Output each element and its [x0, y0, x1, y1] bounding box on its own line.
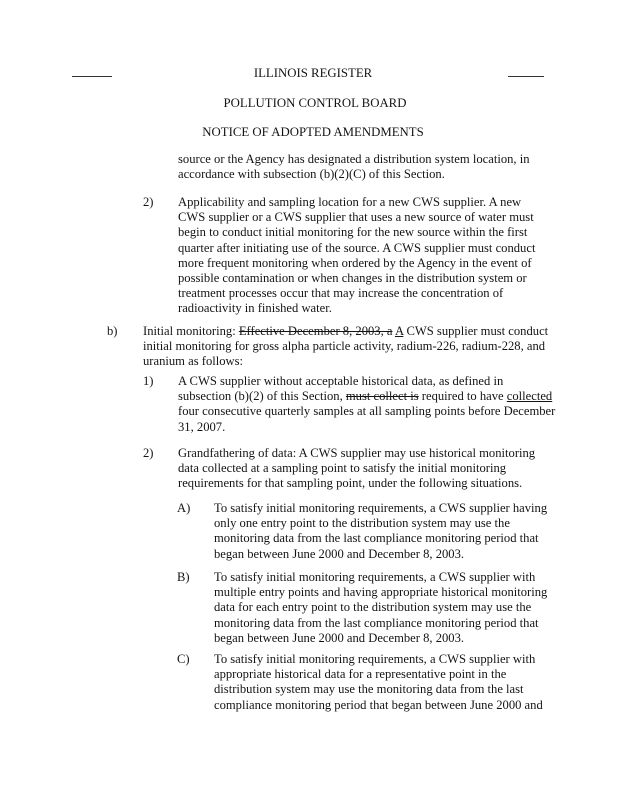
paragraph-line: possible contamination or when changes in the distribution system or [178, 271, 527, 286]
paragraph-line: data collected at a sampling point to satisfy the initial monitoring [178, 461, 507, 476]
paragraph-line: To satisfy initial monitoring requirements, a CWS supplier having [214, 501, 548, 515]
board-title: POLLUTION CONTROL BOARD [223, 96, 407, 110]
initial-monitoring-heading: Initial monitoring: [143, 324, 239, 338]
continuation-paragraph [178, 152, 530, 182]
paragraph-line: begin to conduct initial monitoring for the new source within the first [178, 225, 528, 240]
paragraph-line: monitoring data from the last compliance monitoring period that [214, 615, 539, 630]
item-b-paragraph [143, 324, 548, 370]
item-a2-paragraph [178, 195, 535, 317]
paragraph-line: more frequent monitoring when ordered by the Agency in the event of [178, 255, 532, 270]
paragraph-line: initial monitoring for gross alpha particle activity, radium-226, radium-228, and [143, 339, 546, 354]
paragraph-line: radioactivity in finished water. [178, 301, 332, 316]
item-b1-paragraph [178, 374, 555, 435]
paragraph-line: distribution system may use the monitoring data from the last [214, 682, 524, 697]
paragraph-line: accordance with subsection (b)(2)(C) of this Section. [178, 167, 445, 182]
paragraph-line: began between June 2000 and December 8, 2003. [214, 546, 465, 561]
paragraph-line: quarter after initiating use of the source. A CWS supplier must conduct [178, 240, 536, 255]
paragraph-line: requirements for that sampling point, under the following situations. [178, 476, 523, 491]
item-b2c-paragraph [214, 652, 543, 713]
paragraph-line: To satisfy initial monitoring requirements, a CWS supplier with [214, 652, 536, 666]
inserted-text: A [394, 324, 404, 338]
item-b2b-label: B) [177, 570, 190, 584]
paragraph-line: To satisfy initial monitoring requirements, a CWS supplier with [214, 570, 536, 584]
item-b2a-paragraph [214, 501, 547, 562]
line-text: required to have [418, 389, 507, 404]
item-b1-label: 1) [143, 374, 154, 388]
item-a2-label: 2) [143, 195, 154, 209]
item-b2c-label: C) [177, 652, 190, 666]
paragraph-line [178, 389, 555, 404]
paragraph-line: A CWS supplier without acceptable historical data, as defined in [178, 374, 504, 388]
paragraph-line: monitoring data from the last compliance monitoring period that [214, 531, 539, 546]
inserted-text: collected [506, 389, 553, 404]
item-b2-label: 2) [143, 446, 154, 460]
paragraph-line: Grandfathering of data: A CWS supplier may use historical monitoring [178, 446, 536, 460]
paragraph-line: Applicability and sampling location for a new CWS supplier. A new [178, 195, 522, 209]
struck-text: must collect is [345, 389, 419, 404]
struck-text: Effective December 8, 2003, a [238, 324, 393, 338]
paragraph-line: 31, 2007. [178, 419, 226, 434]
paragraph-line: uranium as follows: [143, 354, 244, 369]
notice-title: NOTICE OF ADOPTED AMENDMENTS [202, 125, 424, 139]
paragraph-line: compliance monitoring period that began between June 2000 and [214, 697, 543, 712]
line-text: CWS supplier must conduct [403, 324, 549, 338]
paragraph-line: CWS supplier or a CWS supplier that uses a new source of water must [178, 210, 534, 225]
item-b2-paragraph [178, 446, 535, 492]
paragraph-line: four consecutive quarterly samples at all sampling points before December [178, 404, 556, 419]
line-text: subsection (b)(2) of this Section, [178, 389, 346, 404]
paragraph-line: source or the Agency has designated a distribution system location, in [178, 152, 530, 166]
register-title: ILLINOIS REGISTER [253, 66, 373, 80]
paragraph-line: data for each entry point to the distribution system may use the [214, 600, 532, 615]
paragraph-line [143, 324, 548, 339]
paragraph-line: only one entry point to the distribution system may use the [214, 516, 510, 531]
item-b-label: b) [107, 324, 118, 338]
item-b2a-label: A) [177, 501, 191, 515]
paragraph-line: appropriate historical data for a representative point in the [214, 667, 507, 682]
paragraph-line: treatment processes occur that may increase the concentration of [178, 286, 504, 301]
paragraph-line: multiple entry points and having appropriate historical monitoring [214, 585, 548, 600]
paragraph-line: began between June 2000 and December 8, 2003. [214, 630, 465, 645]
item-b2b-paragraph [214, 570, 547, 646]
